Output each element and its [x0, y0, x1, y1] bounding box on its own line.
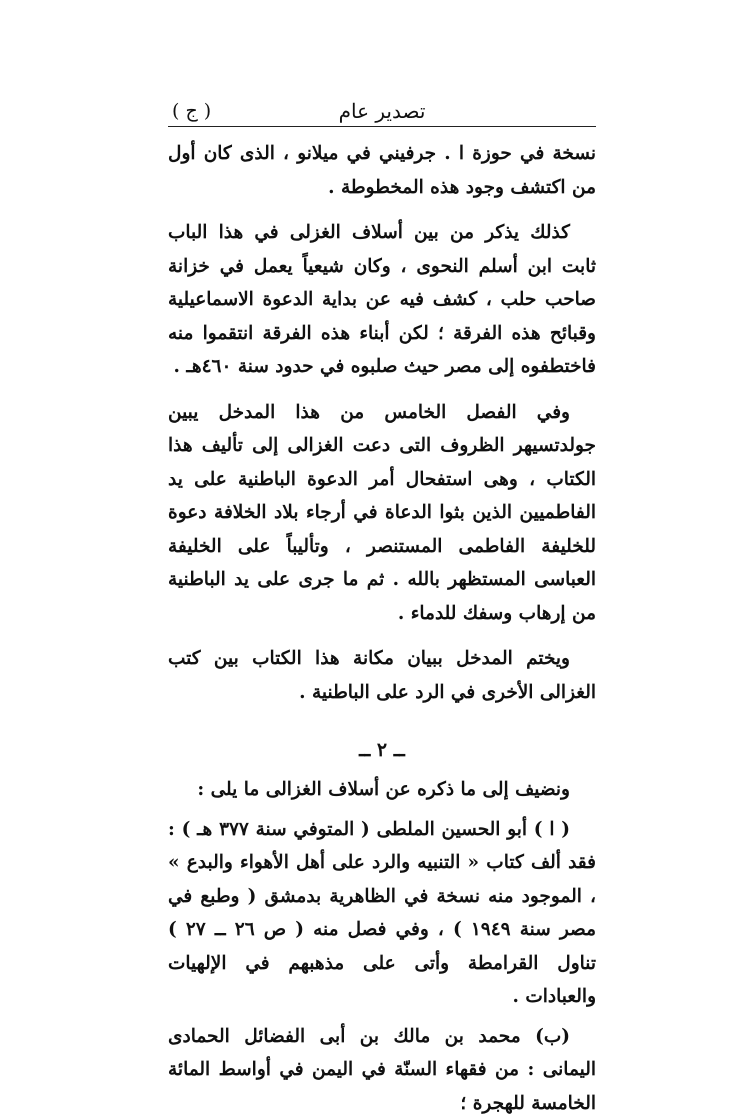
paragraph-3: وفي الفصل الخامس من هذا المدخل يبين جولدتسيهر الظروف التى دعت الغزالى إلى تأليف هذا الكتاب ، وهى استفحال أمر الدعوة الباطنية على يد الفاطميين الذين بثوا الدعاة في أرجاء بلاد الخلافة دعوة للخليفة الفاطمى المستنصر ، وتأليباً على الخليفة العباسى المستظهر بالله . ثم ما جرى على يد الباطنية من إرهاب وسفك للدماء . — [168, 396, 596, 631]
paragraph-2: كذلك يذكر من بين أسلاف الغزلى في هذا الباب ثابت ابن أسلم النحوى ، وكان شيعياً يعمل في خزانة صاحب حلب ، كشف فيه عن بداية الدعوة الاسماعيلية وقبائح هذه الفرقة ؛ لكن أبناء هذه الفرقة انتقموا منه فاختطفوه إلى مصر حيث صلبوه في حدود سنة ٤٦٠هـ . — [168, 216, 596, 384]
paragraph-4: ويختم المدخل ببيان مكانة هذا الكتاب بين كتب الغزالى الأخرى في الرد على الباطنية . — [168, 642, 596, 709]
running-header — [168, 96, 596, 126]
paragraph-6: ( ا ) أبو الحسين الملطى ( المتوفي سنة ٣٧٧ هـ ) : فقد ألف كتاب « التنبيه والرد على أهل الأهواء والبدع » ، الموجود منه نسخة في الظاهرية بدمشق ( وطبع في مصر سنة ١٩٤٩ ) ، وفي فصل منه ( ص ٢٦ ــ ٢٧ ) تناول القرامطة وأتى على مذهبهم في الإلهيات والعبادات . — [168, 813, 596, 1014]
document-page — [168, 96, 596, 1120]
paragraph-1: نسخة في حوزة ا . جرفيني في ميلانو ، الذى كان أول من اكتشف وجود هذه المخطوطة . — [168, 137, 596, 204]
header-title: تصدير عام — [168, 100, 596, 122]
paragraph-7: (ب) محمد بن مالك بن أبى الفضائل الحمادى اليمانى : من فقهاء السنّة في اليمن في أواسط المائة الخامسة للهجرة ؛ — [168, 1020, 596, 1120]
paragraph-5: ونضيف إلى ما ذكره عن أسلاف الغزالى ما يلى : — [168, 773, 596, 807]
header-rule — [168, 126, 596, 127]
section-number: ــ ٢ ــ — [168, 735, 596, 765]
header-page-mark: ( ج ) — [172, 100, 211, 122]
